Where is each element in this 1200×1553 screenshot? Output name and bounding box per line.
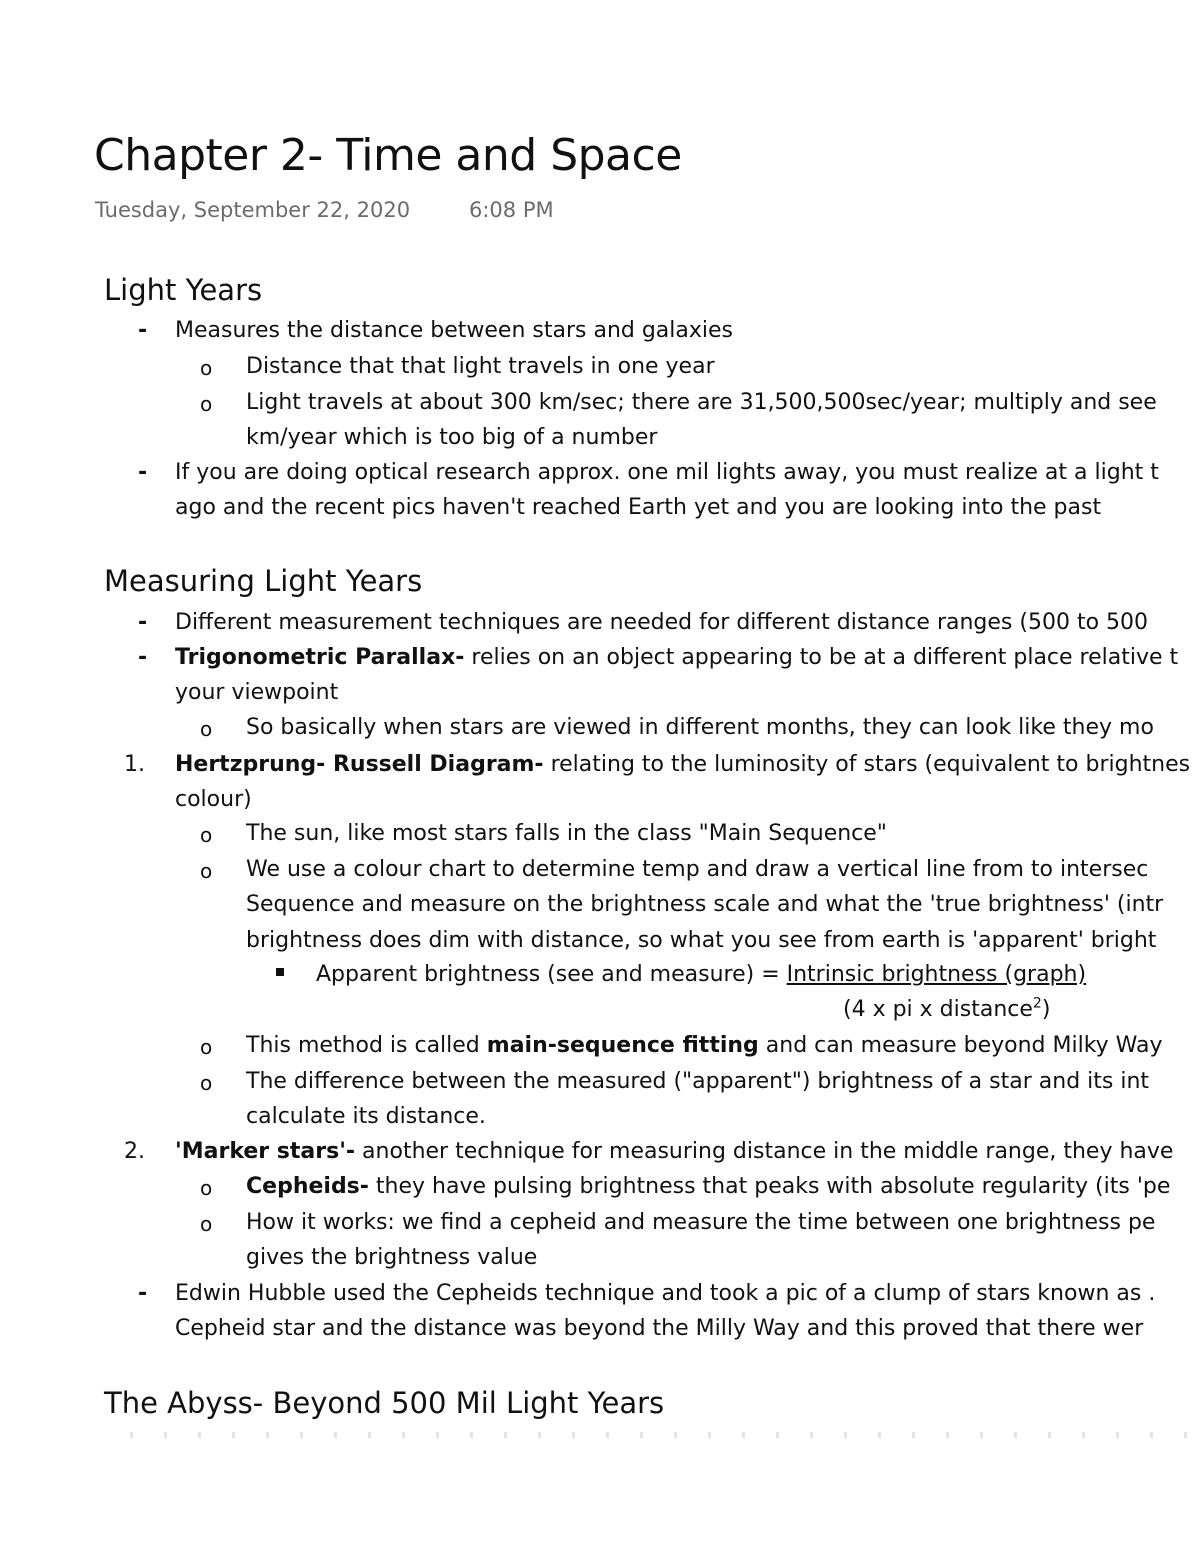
text: and can measure beyond Milky Way	[758, 1033, 1163, 1058]
list-item-continuation: gives the brightness value	[246, 1245, 538, 1270]
text: This method is called	[246, 1033, 487, 1058]
list-item-continuation: km/year which is too big of a number	[246, 425, 658, 450]
page-date: Tuesday, September 22, 2020	[95, 198, 411, 222]
list-item: If you are doing optical research approx. one mil lights away, you must realize at a light t	[175, 460, 1159, 485]
heading-the-abyss: The Abyss- Beyond 500 Mil Light Years	[104, 1386, 665, 1420]
list-item	[246, 1031, 1163, 1061]
list-item-continuation: colour)	[175, 787, 252, 812]
dash-bullet: -	[138, 460, 148, 485]
list-item-continuation: brightness does dim with distance, so what you see from earth is 'apparent' bright	[246, 928, 1157, 953]
circle-bullet: o	[200, 823, 213, 847]
term-desc: they have pulsing brightness that peaks with absolute regularity (its 'pe	[368, 1174, 1171, 1199]
list-item-continuation: Sequence and measure on the brightness scale and what the 'true brightness' (intr	[246, 892, 1164, 917]
dash-bullet: -	[138, 1281, 148, 1306]
number-marker: 1.	[124, 752, 145, 777]
term-marker-stars: 'Marker stars'-	[175, 1139, 356, 1164]
list-item-continuation: your viewpoint	[175, 680, 339, 705]
list-item: The difference between the measured ("apparent") brightness of a star and its int	[246, 1069, 1150, 1094]
formula-line	[316, 960, 1086, 990]
list-item: Distance that that light travels in one year	[246, 354, 715, 379]
list-item-continuation: ago and the recent pics haven't reached Earth yet and you are looking into the past	[175, 495, 1102, 520]
list-item	[175, 643, 1178, 673]
term-desc: another technique for measuring distance in the middle range, they have	[355, 1139, 1174, 1164]
superscript: 2	[1032, 995, 1042, 1012]
circle-bullet: o	[200, 1071, 213, 1095]
number-marker: 2.	[124, 1139, 145, 1164]
term-hr-diagram: Hertzprung- Russell Diagram-	[175, 752, 544, 777]
list-item: The sun, like most stars falls in the class "Main Sequence"	[246, 821, 887, 846]
list-item	[175, 750, 1190, 780]
term-desc: relies on an object appearing to be at a different place relative t	[464, 645, 1179, 670]
page-title: Chapter 2- Time and Space	[94, 130, 682, 181]
heading-light-years: Light Years	[104, 273, 263, 307]
formula-numerator: Intrinsic brightness (graph)	[786, 962, 1087, 987]
formula-denominator-close: )	[1041, 997, 1051, 1022]
list-item-continuation: Cepheid star and the distance was beyond the Milly Way and this proved that there wer	[175, 1316, 1144, 1341]
list-item: Different measurement techniques are needed for different distance ranges (500 to 500	[175, 610, 1149, 635]
page-time: 6:08 PM	[469, 198, 554, 222]
heading-measuring-light-years: Measuring Light Years	[104, 564, 423, 598]
list-item: Measures the distance between stars and galaxies	[175, 318, 734, 343]
list-item: Edwin Hubble used the Cepheids technique and took a pic of a clump of stars known as .	[175, 1281, 1156, 1306]
circle-bullet: o	[200, 392, 213, 416]
circle-bullet: o	[200, 356, 213, 380]
circle-bullet: o	[200, 859, 213, 883]
formula-denominator-text: (4 x pi x distance	[843, 997, 1033, 1022]
circle-bullet: o	[200, 717, 213, 741]
term-main-sequence-fitting: main-sequence fitting	[486, 1033, 759, 1058]
circle-bullet: o	[200, 1212, 213, 1236]
cut-off-text-row	[130, 1432, 1200, 1438]
formula-left: Apparent brightness (see and measure) =	[316, 962, 787, 987]
square-bullet	[276, 968, 284, 976]
list-item: How it works: we find a cepheid and measure the time between one brightness pe	[246, 1210, 1156, 1235]
term-desc: relating to the luminosity of stars (equivalent to brightnes	[543, 752, 1191, 777]
circle-bullet: o	[200, 1035, 213, 1059]
list-item	[175, 1137, 1173, 1167]
term-trig-parallax: Trigonometric Parallax-	[175, 645, 465, 670]
dash-bullet: -	[138, 645, 148, 670]
list-item-continuation: calculate its distance.	[246, 1104, 486, 1129]
list-item: Light travels at about 300 km/sec; there are 31,500,500sec/year; multiply and see	[246, 390, 1157, 415]
list-item: We use a colour chart to determine temp and draw a vertical line from to intersec	[246, 857, 1149, 882]
circle-bullet: o	[200, 1176, 213, 1200]
dash-bullet: -	[138, 610, 148, 635]
term-cepheids: Cepheids-	[246, 1174, 369, 1199]
list-item: So basically when stars are viewed in different months, they can look like they mo	[246, 715, 1154, 740]
formula-denominator	[843, 995, 1050, 1025]
list-item	[246, 1172, 1170, 1202]
dash-bullet: -	[138, 318, 148, 343]
